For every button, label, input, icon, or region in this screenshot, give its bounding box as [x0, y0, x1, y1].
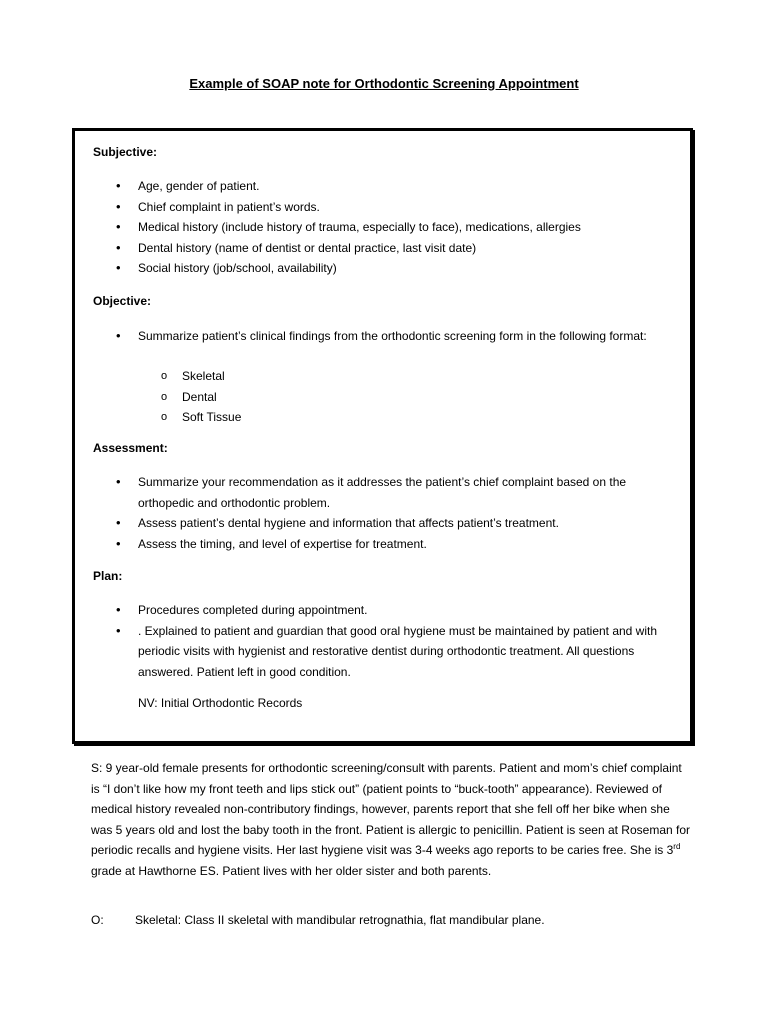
- ordinal-suffix: rd: [673, 842, 681, 851]
- list-item: • Dental history (name of dentist or dental practice, last visit date): [75, 238, 690, 259]
- plan-list: [75, 600, 690, 682]
- list-item: • Assess patient’s dental hygiene and information that affects patient’s treatment.: [75, 513, 690, 534]
- sub-list-item: o Soft Tissue: [75, 407, 690, 428]
- page-title: Example of SOAP note for Orthodontic Screening Appointment: [189, 76, 579, 91]
- o-label: O:: [91, 913, 104, 927]
- assessment-list: [75, 472, 690, 554]
- example-objective-line: [91, 913, 545, 927]
- objective-heading: Objective:: [93, 294, 152, 308]
- objective-list: [75, 326, 690, 347]
- subjective-heading: Subjective:: [93, 145, 158, 159]
- list-item: • Social history (job/school, availability): [75, 258, 690, 279]
- assessment-heading: Assessment:: [93, 441, 168, 455]
- s-text-part1: S: 9 year-old female presents for orthodontic screening/consult with parents. Patient and mom’s chief complaint is “I don’t like how my front teeth and lips stick out” (patient points to “buck-tooth” appearance). Reviewed of medical history revealed non-contributory findings, however, parents report that she fell off her bike when she was 5 years old and lost the baby tooth in the front. Patient is allergic to penicillin. Patient is seen at Roseman for periodic recalls and hygiene visits. Her last hygiene visit was 3-4 weeks ago reports to be caries free. She is 3: [91, 761, 690, 857]
- list-item: • . Explained to patient and guardian that good oral hygiene must be maintained by patient and with periodic visits with hygienist and restorative dentist during orthodontic treatment. All questions answered. Patient left in good condition.: [75, 621, 690, 683]
- list-item: • Summarize your recommendation as it addresses the patient’s chief complaint based on the orthopedic and orthodontic problem.: [75, 472, 690, 513]
- next-visit-line: NV: Initial Orthodontic Records: [138, 696, 303, 710]
- list-item: • Age, gender of patient.: [75, 176, 690, 197]
- list-item: • Assess the timing, and level of expertise for treatment.: [75, 534, 690, 555]
- sub-list-item: o Dental: [75, 387, 690, 408]
- s-text-part2: grade at Hawthorne ES. Patient lives with her older sister and both parents.: [91, 863, 492, 878]
- plan-heading: Plan:: [93, 569, 123, 583]
- subjective-list: [75, 176, 690, 279]
- list-item: • Medical history (include history of trauma, especially to face), medications, allergies: [75, 217, 690, 238]
- o-text: Skeletal: Class II skeletal with mandibular retrognathia, flat mandibular plane.: [135, 913, 545, 927]
- list-item: • Summarize patient’s clinical findings from the orthodontic screening form in the following format:: [75, 326, 690, 347]
- sub-list-item: o Skeletal: [75, 366, 690, 387]
- example-subjective-paragraph: [91, 758, 691, 881]
- objective-sublist: [75, 366, 690, 428]
- list-item: • Procedures completed during appointment.: [75, 600, 690, 621]
- soap-template-box: [72, 128, 693, 744]
- list-item: • Chief complaint in patient’s words.: [75, 197, 690, 218]
